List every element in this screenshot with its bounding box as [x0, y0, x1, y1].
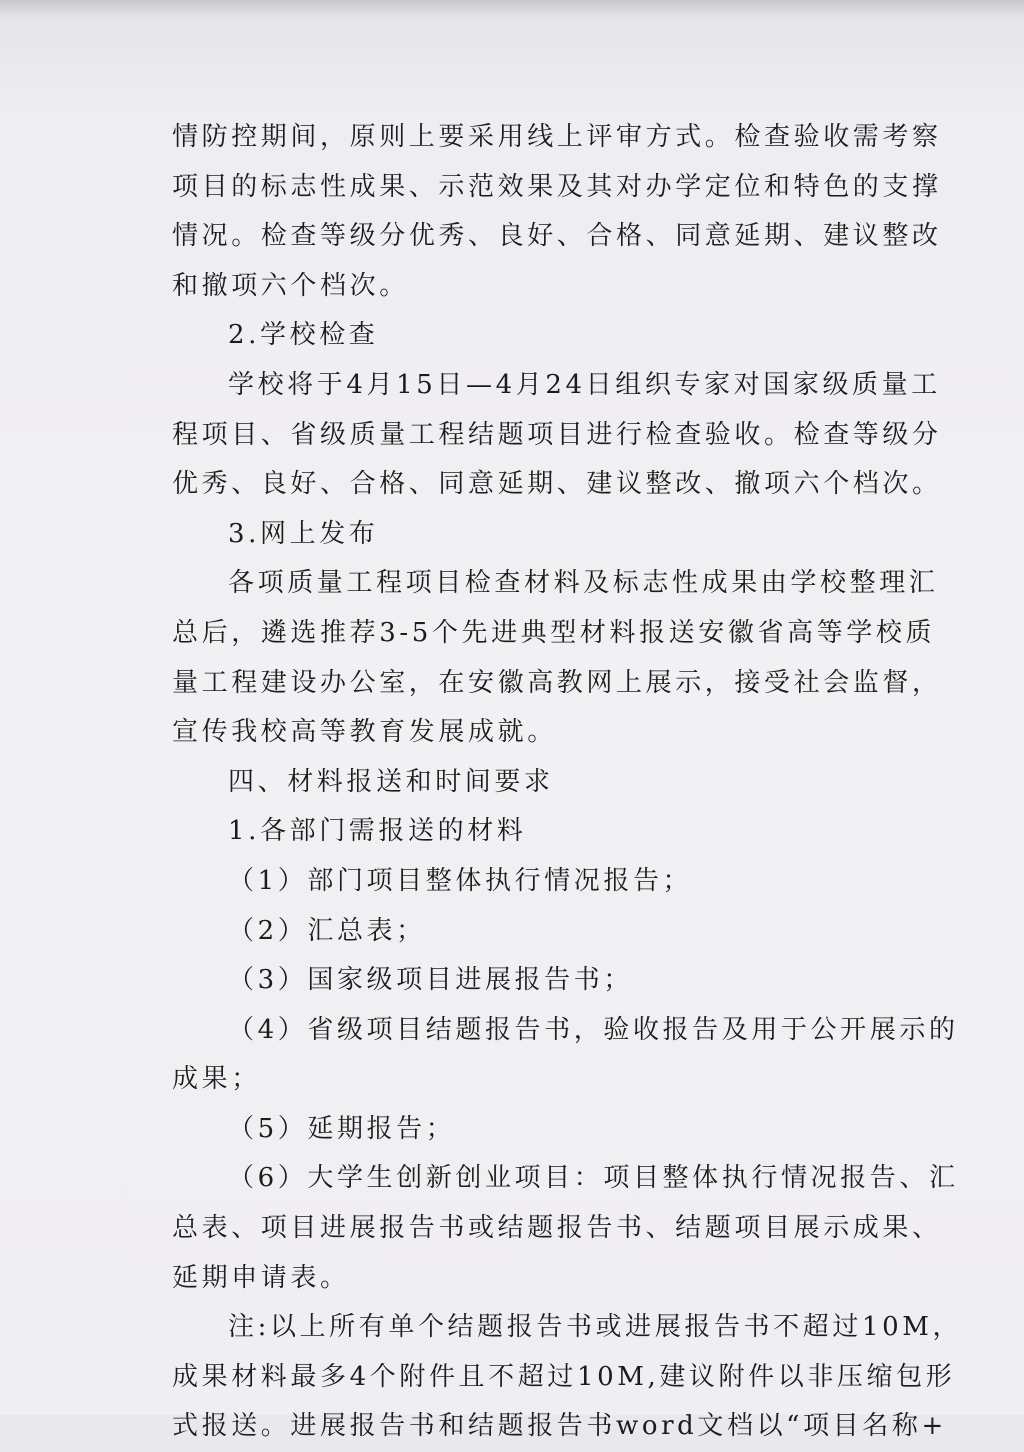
text-line: 量工程建设办公室，在安徽高教网上展示，接受社会监督，: [172, 667, 942, 698]
text-line: 情况。检查等级分优秀、良好、合格、同意延期、建议整改: [172, 221, 942, 252]
text-line: 3.网上发布: [228, 518, 379, 549]
text-line: 2.学校检查: [228, 320, 379, 351]
text-line: 各项质量工程项目检查材料及标志性成果由学校整理汇: [228, 568, 939, 599]
text-line: 成果材料最多4个附件且不超过10M,建议附件以非压缩包形: [172, 1361, 956, 1392]
text-line: 学校将于4月15日—4月24日组织专家对国家级质量工: [228, 369, 941, 400]
text-line: 成果；: [172, 1064, 261, 1095]
text-line: （4）省级项目结题报告书，验收报告及用于公开展示的: [228, 1014, 959, 1045]
text-line: 总表、项目进展报告书或结题报告书、结题项目展示成果、: [172, 1213, 942, 1244]
text-line: 1.各部门需报送的材料: [228, 816, 527, 847]
text-line: 宣传我校高等教育发展成就。: [172, 717, 557, 748]
document-body: [172, 113, 963, 1452]
text-line: （5）延期报告；: [228, 1113, 456, 1144]
text-line: 优秀、良好、合格、同意延期、建议整改、撤项六个档次。: [172, 469, 942, 500]
text-line: 项目的标志性成果、示范效果及其对办学定位和特色的支撑: [172, 171, 942, 202]
text-line: 延期申请表。: [172, 1262, 350, 1293]
text-line: （3）国家级项目进展报告书；: [228, 965, 633, 996]
text-line: 式报送。进展报告书和结题报告书word文档以“项目名称+: [172, 1411, 947, 1442]
scan-top-edge: [0, 0, 1024, 18]
text-line: 注:以上所有单个结题报告书或进展报告书不超过10M，: [228, 1312, 963, 1343]
text-line: 四、材料报送和时间要求: [228, 766, 554, 797]
text-line: 总后，遴选推荐3-5个先进典型材料报送安徽省高等学校质: [172, 617, 936, 648]
text-line: （1）部门项目整体执行情况报告；: [228, 865, 693, 896]
text-line: 和撤项六个档次。: [172, 270, 409, 301]
text-line: 情防控期间，原则上要采用线上评审方式。检查验收需考察: [172, 122, 942, 152]
text-line: （2）汇总表；: [228, 915, 426, 946]
text-line: 程项目、省级质量工程结题项目进行检查验收。检查等级分: [172, 419, 942, 450]
text-line: （6）大学生创新创业项目：项目整体执行情况报告、汇: [228, 1163, 959, 1194]
